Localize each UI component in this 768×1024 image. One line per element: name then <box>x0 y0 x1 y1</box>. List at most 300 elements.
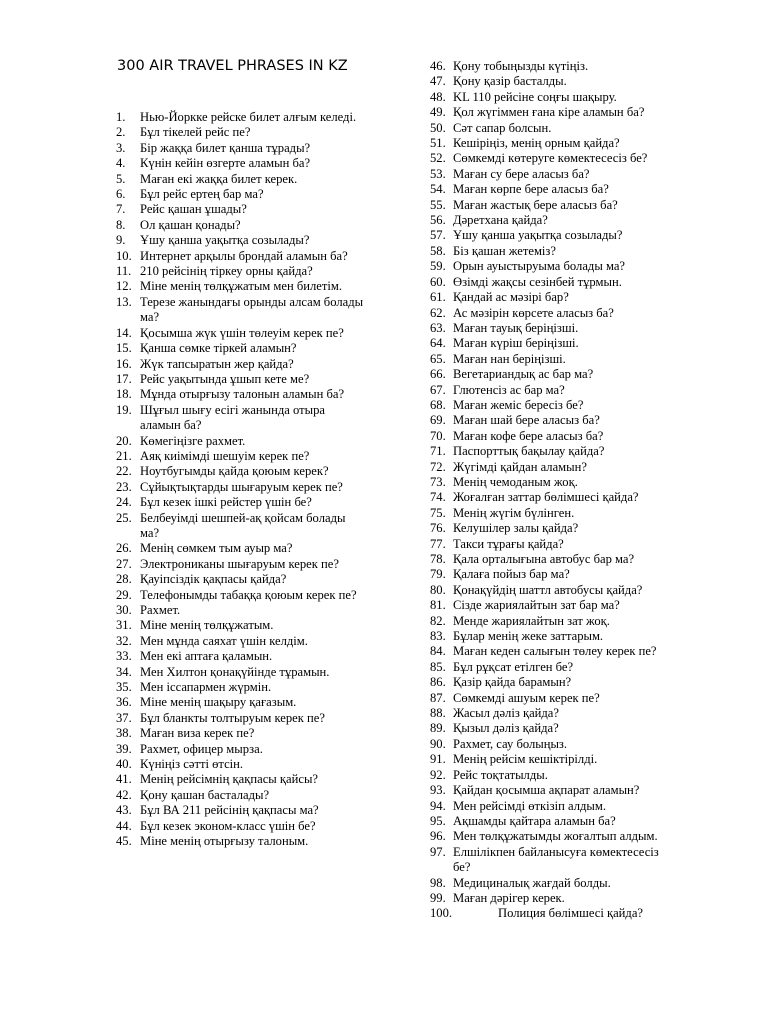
item-text: Бұл кезек ішкі рейстер үшін бе? <box>140 495 312 510</box>
list-item <box>116 680 364 695</box>
item-text: Интернет арқылы брондай аламын ба? <box>140 248 348 263</box>
item-number: 43. <box>116 803 132 818</box>
item-number: 86. <box>430 675 446 690</box>
list-item <box>430 259 678 274</box>
item-number: 28. <box>116 572 132 587</box>
item-number: 51. <box>430 136 446 151</box>
item-number: 64. <box>430 336 446 351</box>
item-number: 98. <box>430 875 446 890</box>
item-number: 68. <box>430 397 446 412</box>
item-text: Сұйықтықтарды шығаруым керек пе? <box>140 479 343 494</box>
item-text: Маған тауық беріңізші. <box>453 320 579 335</box>
item-number: 46. <box>430 59 446 73</box>
item-text: Рейс уақытында ұшып кете ме? <box>140 371 310 386</box>
list-item <box>116 742 364 757</box>
list-item <box>116 665 364 680</box>
item-number: 31. <box>116 618 132 633</box>
item-text: Менің рейсім кешіктірілді. <box>453 752 598 767</box>
item-number: 74. <box>430 490 446 505</box>
item-text: Дәретхана қайда? <box>453 213 548 228</box>
item-text: Бұл кезек эконом-класс үшін бе? <box>140 818 316 833</box>
item-number: 14. <box>116 325 132 340</box>
list-item <box>430 783 678 798</box>
item-number: 69. <box>430 413 446 428</box>
item-text: Терезе жанындағы орынды алсам болады ма? <box>140 294 364 325</box>
item-number: 60. <box>430 274 446 289</box>
item-text: Маған жеміс бересіз бе? <box>453 397 584 412</box>
item-number: 61. <box>430 290 446 305</box>
item-text: Көмегіңізге рахмет. <box>140 433 246 448</box>
item-number: 92. <box>430 767 446 782</box>
item-text: Сөмкемді ашуым керек пе? <box>453 690 600 705</box>
item-text: Нью-Йоркке рейске билет алғым келеді. <box>140 110 357 124</box>
item-text: Қайдан қосымша ақпарат аламын? <box>453 783 640 798</box>
item-number: 56. <box>430 213 446 228</box>
item-number: 44. <box>116 818 132 833</box>
item-text: Бұлар менің жеке заттарым. <box>453 629 604 644</box>
item-text: Қол жүгіммен ғана кіре аламын ба? <box>453 105 645 120</box>
item-text: Орын ауыстыруыма болады ма? <box>453 259 626 274</box>
list-item <box>430 151 678 166</box>
item-number: 97. <box>430 844 446 859</box>
list-item <box>116 588 364 603</box>
item-text: Маған күріш беріңізші. <box>453 336 579 351</box>
item-number: 36. <box>116 695 132 710</box>
item-text: Такси тұрағы қайда? <box>453 536 564 551</box>
item-text: Менің жүгім бүлінген. <box>453 505 575 520</box>
list-item <box>116 772 364 787</box>
list-item <box>116 218 364 233</box>
list-item <box>116 295 364 326</box>
item-text: Сізде жариялайтын зат бар ма? <box>453 598 620 613</box>
item-text: Глютенсіз ас бар ма? <box>453 382 565 397</box>
item-number: 55. <box>430 197 446 212</box>
item-number: 66. <box>430 367 446 382</box>
list-item <box>116 603 364 618</box>
list-item <box>116 819 364 834</box>
item-text: Паспорттық бақылау қайда? <box>453 444 605 459</box>
item-text: Ноутбугымды қайда қоюым керек? <box>140 464 329 479</box>
list-item <box>430 552 678 567</box>
list-item <box>430 429 678 444</box>
list-item <box>116 279 364 294</box>
item-number: 99. <box>430 890 446 905</box>
item-text: Рейс қашан ұшады? <box>140 202 247 217</box>
item-number: 20. <box>116 433 132 448</box>
list-item <box>430 136 678 151</box>
item-number: 91. <box>430 752 446 767</box>
item-text: Менде жариялайтын зат жоқ. <box>453 613 610 628</box>
item-number: 13. <box>116 294 132 309</box>
item-number: 50. <box>430 120 446 135</box>
item-text: Қанша сөмке тіркей аламын? <box>140 341 297 356</box>
list-item <box>430 537 678 552</box>
list-item <box>430 290 678 305</box>
item-text: Міне менің шақыру қағазым. <box>140 695 297 710</box>
item-number: 72. <box>430 459 446 474</box>
list-item <box>430 74 678 89</box>
list-item <box>430 506 678 521</box>
item-text: Мен Хилтон қонақүйінде тұрамын. <box>140 664 330 679</box>
item-text: Ол қашан қонады? <box>140 217 241 232</box>
item-number: 49. <box>430 105 446 120</box>
item-number: 23. <box>116 479 132 494</box>
list-item <box>430 583 678 598</box>
item-text: Қала орталығына автобус бар ма? <box>453 552 635 566</box>
list-item <box>430 460 678 475</box>
item-number: 6. <box>116 187 126 202</box>
item-text: Сөмкемді көтеруге көмектесесіз бе? <box>453 151 648 166</box>
item-number: 89. <box>430 721 446 736</box>
item-text: Шұғыл шығу есігі жанында отыра аламын ба? <box>140 402 325 433</box>
list-item <box>116 403 364 434</box>
item-number: 65. <box>430 351 446 366</box>
item-number: 96. <box>430 829 446 844</box>
list-item <box>430 906 678 921</box>
item-number: 4. <box>116 156 126 171</box>
list-item <box>430 629 678 644</box>
item-number: 63. <box>430 320 446 335</box>
list-item <box>116 125 364 140</box>
list-item <box>430 213 678 228</box>
item-number: 67. <box>430 382 446 397</box>
item-number: 52. <box>430 151 446 166</box>
item-number: 1. <box>116 110 126 124</box>
item-number: 11. <box>116 264 132 279</box>
item-text: Вегетариандық ас бар ма? <box>453 367 594 382</box>
item-text: Менің рейсімнің қақпасы қайсы? <box>140 772 319 787</box>
item-text: Электрониканы шығаруым керек пе? <box>140 556 339 571</box>
item-number: 38. <box>116 726 132 741</box>
item-text: Кешіріңіз, менің орным қайда? <box>453 136 620 151</box>
item-text: Маған екі жаққа билет керек. <box>140 171 298 186</box>
item-number: 71. <box>430 444 446 459</box>
item-number: 17. <box>116 371 132 386</box>
item-number: 19. <box>116 402 132 417</box>
item-text: Ұшу қанша уақытқа созылады? <box>140 233 310 248</box>
item-text: Маған дәрігер керек. <box>453 890 565 905</box>
list-item <box>430 845 678 876</box>
item-number: 87. <box>430 690 446 705</box>
item-text: Қонақүйдің шаттл автобусы қайда? <box>453 582 643 597</box>
item-number: 30. <box>116 603 132 617</box>
item-number: 26. <box>116 541 132 556</box>
item-text: Қазір қайда барамын? <box>453 675 572 690</box>
list-item <box>116 434 364 449</box>
item-text: Мен мұнда саяхат үшін келдім. <box>140 633 308 648</box>
item-text: Ақшамды қайтара аламын ба? <box>453 813 616 828</box>
list-item <box>116 249 364 264</box>
list-item <box>116 449 364 464</box>
item-number: 22. <box>116 464 132 479</box>
list-item <box>116 649 364 664</box>
item-text: Өзімді жақсы сезінбей тұрмын. <box>453 274 622 289</box>
item-number: 35. <box>116 680 132 695</box>
item-text: Ұшу қанша уақытқа созылады? <box>453 228 623 243</box>
item-number: 57. <box>430 228 446 243</box>
list-item <box>116 803 364 818</box>
list-item <box>430 644 678 659</box>
item-text: Күніңіз сәтті өтсін. <box>140 757 244 772</box>
list-item <box>430 752 678 767</box>
item-text: Ас мәзірін көрсете аласыз ба? <box>453 305 614 320</box>
item-text: Қауіпсіздік қақпасы қайда? <box>140 572 287 587</box>
item-text: Келушілер залы қайда? <box>453 521 579 536</box>
item-text: Жасыл дәліз қайда? <box>453 706 559 721</box>
item-number: 18. <box>116 387 132 402</box>
list-item <box>430 336 678 351</box>
list-item <box>430 876 678 891</box>
item-number: 10. <box>116 248 132 263</box>
list-item <box>430 367 678 382</box>
list-item <box>430 521 678 536</box>
list-item <box>430 691 678 706</box>
item-text: Жоғалған заттар бөлімшесі қайда? <box>453 490 639 505</box>
item-text: Рахмет. <box>140 603 181 617</box>
item-text: Медициналық жағдай болды. <box>453 875 611 890</box>
list-item <box>116 341 364 356</box>
list-item <box>430 413 678 428</box>
item-number: 83. <box>430 629 446 644</box>
list-item <box>116 202 364 217</box>
list-item <box>116 264 364 279</box>
item-text: Маған кеден салығын төлеу керек пе? <box>453 644 657 659</box>
item-text: Қосымша жүк үшін төлеуім керек пе? <box>140 325 344 340</box>
item-number: 16. <box>116 356 132 371</box>
list-item <box>116 757 364 772</box>
list-item <box>116 172 364 187</box>
item-number: 95. <box>430 813 446 828</box>
item-number: 7. <box>116 202 126 217</box>
item-text: KL 110 рейсіне соңғы шақыру. <box>453 89 617 104</box>
item-number: 75. <box>430 505 446 520</box>
item-text: Бұл рұқсат етілген бе? <box>453 659 574 674</box>
item-text: Елшілікпен байланысуға көмектесесіз бе? <box>453 844 659 875</box>
item-text: Бір жаққа билет қанша тұрады? <box>140 140 311 155</box>
item-number: 90. <box>430 736 446 751</box>
item-number: 15. <box>116 341 132 356</box>
item-text: Мен іссапармен жүрмін. <box>140 680 272 695</box>
item-text: Жүк тапсыратын жер қайда? <box>140 356 294 371</box>
list-item <box>430 737 678 752</box>
list-item <box>430 198 678 213</box>
item-number: 58. <box>430 243 446 258</box>
item-text: Бұл рейс ертең бар ма? <box>140 187 264 202</box>
item-text: Бұл тікелей рейс пе? <box>140 125 251 140</box>
item-text: Телефонымды табаққа қоюым керек пе? <box>140 587 357 602</box>
list-item <box>116 834 364 849</box>
page-title: 300 AIR TRAVEL PHRASES IN KZ <box>117 58 348 74</box>
item-text: Маған кофе бере аласыз ба? <box>453 428 604 443</box>
list-item <box>430 567 678 582</box>
item-number: 78. <box>430 552 446 566</box>
phrase-list-left <box>116 110 364 850</box>
item-number: 94. <box>430 798 446 813</box>
item-number: 33. <box>116 649 132 664</box>
item-number: 47. <box>430 74 446 89</box>
list-item <box>430 768 678 783</box>
list-item <box>430 598 678 613</box>
item-number: 73. <box>430 474 446 489</box>
list-item <box>430 614 678 629</box>
list-item <box>116 187 364 202</box>
list-item <box>430 814 678 829</box>
list-item <box>430 706 678 721</box>
list-item <box>430 275 678 290</box>
list-item <box>116 634 364 649</box>
list-item <box>430 799 678 814</box>
item-number: 34. <box>116 664 132 679</box>
item-text: Менің сөмкем тым ауыр ма? <box>140 541 293 556</box>
item-number: 70. <box>430 428 446 443</box>
item-text: Қону тобыңызды күтіңіз. <box>453 59 589 73</box>
item-text: Қызыл дәліз қайда? <box>453 721 559 736</box>
list-item <box>430 105 678 120</box>
item-number: 42. <box>116 787 132 802</box>
item-text: Маған су бере аласыз ба? <box>453 166 590 181</box>
item-number: 12. <box>116 279 132 294</box>
list-item <box>116 711 364 726</box>
item-number: 81. <box>430 598 446 613</box>
item-number: 48. <box>430 89 446 104</box>
item-text: Сәт сапар болсын. <box>453 120 552 135</box>
item-number: 80. <box>430 582 446 597</box>
list-item <box>116 372 364 387</box>
item-text: Бұл ВА 211 рейсінің қақпасы ма? <box>140 803 319 818</box>
item-text: Маған көрпе бере аласыз ба? <box>453 182 609 197</box>
list-item <box>116 141 364 156</box>
item-text: Мұнда отырғызу талонын аламын ба? <box>140 387 345 402</box>
list-item <box>116 695 364 710</box>
list-item <box>116 326 364 341</box>
item-number: 2. <box>116 125 126 140</box>
list-item <box>116 233 364 248</box>
item-text: Рахмет, сау болыңыз. <box>453 736 568 751</box>
item-text: 210 рейсінің тіркеу орны қайда? <box>140 264 313 279</box>
item-number: 53. <box>430 166 446 181</box>
item-number: 93. <box>430 783 446 798</box>
item-number: 84. <box>430 644 446 659</box>
list-item <box>430 167 678 182</box>
list-item <box>430 721 678 736</box>
list-item <box>116 156 364 171</box>
item-text: Бұл бланкты толтыруым керек пе? <box>140 710 325 725</box>
list-item <box>116 541 364 556</box>
list-item <box>430 306 678 321</box>
item-number: 5. <box>116 171 126 186</box>
item-number: 3. <box>116 140 126 155</box>
list-item <box>430 90 678 105</box>
item-number: 76. <box>430 521 446 536</box>
list-item <box>116 464 364 479</box>
list-item <box>430 675 678 690</box>
list-item <box>430 244 678 259</box>
item-number: 39. <box>116 741 132 756</box>
list-item <box>116 480 364 495</box>
item-number: 82. <box>430 613 446 628</box>
item-number: 85. <box>430 659 446 674</box>
list-item <box>430 383 678 398</box>
item-text: Маған жастық бере аласыз ба? <box>453 197 618 212</box>
list-item <box>116 110 364 125</box>
item-text: Рейс тоқтатылды. <box>453 767 548 782</box>
item-number: 41. <box>116 772 132 787</box>
item-text: Міне менің отырғызу талоным. <box>140 834 309 849</box>
item-number: 32. <box>116 633 132 648</box>
item-number: 37. <box>116 710 132 725</box>
item-number: 25. <box>116 510 132 525</box>
item-text: Маған нан беріңізші. <box>453 351 566 366</box>
item-number: 100. <box>430 906 453 921</box>
item-number: 88. <box>430 706 446 721</box>
item-number: 24. <box>116 495 132 510</box>
item-text: Қалаға пойыз бар ма? <box>453 567 570 582</box>
list-item <box>430 490 678 505</box>
item-text: Полиция бөлімшесі қайда? <box>498 906 644 921</box>
item-number: 59. <box>430 259 446 274</box>
list-item <box>116 387 364 402</box>
list-item <box>116 557 364 572</box>
phrase-list-right <box>430 59 678 922</box>
list-item <box>116 788 364 803</box>
item-text: Қону қазір басталды. <box>453 74 567 89</box>
list-item <box>430 352 678 367</box>
item-text: Аяқ киімімді шешуім керек пе? <box>140 448 310 463</box>
list-item <box>430 228 678 243</box>
item-number: 54. <box>430 182 446 197</box>
item-number: 77. <box>430 536 446 551</box>
item-number: 62. <box>430 305 446 320</box>
item-number: 27. <box>116 556 132 571</box>
item-number: 40. <box>116 757 132 772</box>
item-text: Белбеуімді шешпей-ақ қойсам болады ма? <box>140 510 346 540</box>
list-item <box>116 618 364 633</box>
item-text: Қону қашан басталады? <box>140 787 270 802</box>
list-item <box>430 182 678 197</box>
list-item <box>430 660 678 675</box>
list-item <box>430 121 678 136</box>
item-text: Маған виза керек пе? <box>140 726 255 741</box>
item-number: 21. <box>116 448 132 463</box>
item-text: Менің чемоданым жоқ. <box>453 474 578 489</box>
list-item <box>430 398 678 413</box>
list-item <box>116 511 364 542</box>
list-item <box>430 59 678 74</box>
item-text: Міне менің төлқұжатым. <box>140 618 274 633</box>
list-item <box>430 829 678 844</box>
item-number: 79. <box>430 567 446 582</box>
list-item <box>116 726 364 741</box>
item-number: 8. <box>116 217 126 232</box>
item-number: 45. <box>116 834 132 849</box>
item-text: Жүгімді қайдан аламын? <box>453 459 587 474</box>
list-item <box>116 572 364 587</box>
item-text: Біз қашан жетеміз? <box>453 243 556 258</box>
item-text: Қандай ас мәзірі бар? <box>453 290 569 305</box>
item-text: Міне менің төлқұжатым мен билетім. <box>140 279 342 294</box>
item-text: Мен екі аптаға қаламын. <box>140 649 273 664</box>
list-item <box>116 495 364 510</box>
item-number: 29. <box>116 587 132 602</box>
item-text: Мен төлқұжатымды жоғалтып алдым. <box>453 829 658 844</box>
list-item <box>430 475 678 490</box>
list-item <box>430 321 678 336</box>
list-item <box>430 891 678 906</box>
item-text: Маған шай бере аласыз ба? <box>453 413 600 428</box>
item-text: Күнін кейін өзгерте аламын ба? <box>140 156 311 171</box>
list-item <box>430 444 678 459</box>
item-text: Мен рейсімді өткізіп алдым. <box>453 798 607 813</box>
